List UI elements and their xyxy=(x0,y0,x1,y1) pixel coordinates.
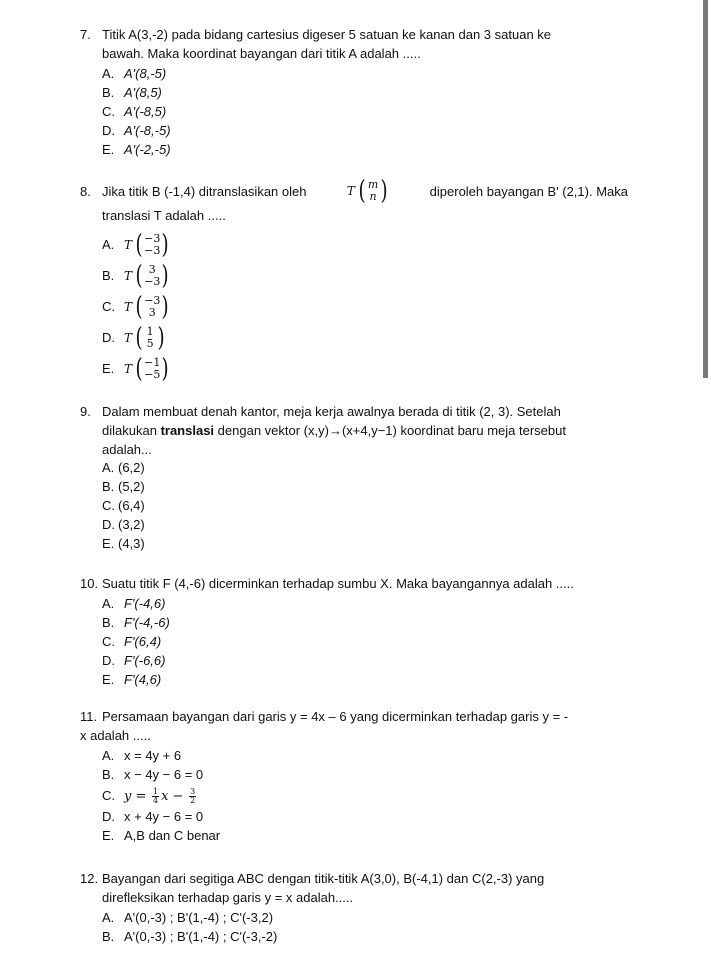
bold-term: translasi xyxy=(160,423,215,438)
option-b xyxy=(80,260,628,291)
vector-option xyxy=(124,322,166,353)
vector-cells xyxy=(144,264,160,288)
vector-top: m xyxy=(367,178,379,191)
left-paren: ( xyxy=(358,176,366,206)
option-text: (6,2) xyxy=(118,460,145,475)
option-letter: A. xyxy=(102,748,115,763)
option-letter: A. xyxy=(102,66,115,81)
question-number: 11. xyxy=(80,709,98,724)
option-a xyxy=(80,908,628,927)
option-a xyxy=(80,229,628,260)
vector-symbol: T xyxy=(124,268,133,283)
vector-cells xyxy=(144,357,160,381)
option-a xyxy=(80,746,628,765)
option-letter: E. xyxy=(102,536,115,551)
option-c xyxy=(80,632,628,651)
option-letter: C. xyxy=(102,299,115,314)
left-paren: ( xyxy=(135,229,143,260)
fraction-numerator: 3 xyxy=(190,787,196,797)
question-12-line-1: Bayangan dari segitiga ABC dengan titik-titik A(3,0), B(-4,1) dan C(2,-3) yang xyxy=(102,871,545,886)
vector-symbol: T xyxy=(124,237,133,252)
option-text: F'(-4,-6) xyxy=(124,615,170,630)
text-part: dilakukan xyxy=(102,423,157,438)
option-letter: D. xyxy=(102,809,115,824)
question-12 xyxy=(80,869,628,946)
option-letter: B. xyxy=(102,615,115,630)
fraction-three-halves xyxy=(189,788,196,805)
equation-lhs: y = xyxy=(124,789,147,804)
option-letter: D. xyxy=(102,123,115,138)
vector-bottom: 3 xyxy=(148,305,156,319)
option-letter: C. xyxy=(102,104,115,119)
question-12-line-2: direfleksikan terhadap garis y = x adalah..... xyxy=(102,890,354,905)
option-text: A'(0,-3) ; B'(1,-4) ; C'(-3,2) xyxy=(124,910,274,925)
option-letter: B. xyxy=(102,85,115,100)
option-text: F'(-4,6) xyxy=(124,596,166,611)
option-c xyxy=(80,784,628,807)
option-e xyxy=(80,670,628,689)
option-d xyxy=(80,515,628,534)
vector-option xyxy=(124,291,171,322)
option-text: (6,4) xyxy=(118,498,145,513)
question-11-line-2: x adalah ..... xyxy=(80,728,151,743)
option-letter: C. xyxy=(102,788,115,803)
option-d xyxy=(80,121,628,140)
option-e xyxy=(80,140,628,159)
vector-cells xyxy=(144,295,160,319)
option-c xyxy=(80,291,628,322)
option-text: (4,3) xyxy=(118,536,145,551)
vector-top: 1 xyxy=(146,324,154,338)
option-letter: A. xyxy=(102,596,115,611)
option-letter: A. xyxy=(102,910,115,925)
left-paren: ( xyxy=(135,322,143,353)
option-d xyxy=(80,322,628,353)
option-text: x − 4y − 6 = 0 xyxy=(124,767,204,782)
question-8-text xyxy=(80,176,628,225)
right-paren: ) xyxy=(161,353,170,384)
vector-cells xyxy=(367,179,379,203)
option-letter: C. xyxy=(102,498,115,513)
vector-cells xyxy=(144,233,160,257)
question-10-line-1: Suatu titik F (4,-6) dicerminkan terhadap sumbu X. Maka bayangannya adalah ..... xyxy=(102,576,574,591)
option-text: A'(-2,-5) xyxy=(124,142,171,157)
option-a xyxy=(80,64,628,83)
option-letter: E. xyxy=(102,361,115,376)
question-number: 12. xyxy=(80,871,99,886)
vertical-scrollbar[interactable] xyxy=(703,0,708,378)
option-e xyxy=(80,353,628,384)
text-part: dengan vektor (x,y)→(x+4,y−1) koordinat baru meja tersebut xyxy=(217,423,566,438)
option-letter: B. xyxy=(102,929,115,944)
option-text: F'(6,4) xyxy=(124,634,162,649)
vector-symbol: T xyxy=(124,361,133,376)
option-a xyxy=(80,458,628,477)
question-9-options xyxy=(80,458,628,553)
question-10 xyxy=(80,574,628,689)
option-b xyxy=(80,927,628,946)
question-9-line-3: adalah... xyxy=(102,442,152,457)
question-9-line-1: Dalam membuat denah kantor, meja kerja awalnya berada di titik (2, 3). Setelah xyxy=(102,404,561,419)
right-paren: ) xyxy=(161,291,170,322)
right-paren: ) xyxy=(380,176,388,206)
equation-mid: x − xyxy=(161,789,184,804)
vector-symbol: T xyxy=(124,299,133,314)
question-number: 9. xyxy=(80,404,91,419)
option-text: (3,2) xyxy=(118,517,145,532)
question-11 xyxy=(80,707,628,845)
option-d xyxy=(80,807,628,826)
option-c xyxy=(80,102,628,121)
question-11-text xyxy=(80,707,628,745)
fraction-denominator: 2 xyxy=(190,796,196,806)
right-paren: ) xyxy=(157,322,165,353)
option-letter: D. xyxy=(102,517,115,532)
option-text: A'(-8,5) xyxy=(124,104,167,119)
vector-symbol: T xyxy=(124,330,133,345)
question-number: 8. xyxy=(80,183,91,199)
question-11-options xyxy=(80,746,628,845)
vector-bottom: −5 xyxy=(144,367,161,381)
vector-top: −3 xyxy=(144,293,161,307)
option-text: x = 4y + 6 xyxy=(124,748,182,763)
question-10-options xyxy=(80,594,628,689)
option-letter: E. xyxy=(102,672,115,687)
option-e xyxy=(80,534,628,553)
option-letter: E. xyxy=(102,828,115,843)
question-12-options xyxy=(80,908,628,946)
question-9 xyxy=(80,402,628,553)
question-8-options xyxy=(80,229,628,384)
question-8-line-1b: diperoleh bayangan B' (2,1). Maka xyxy=(429,183,628,199)
question-9-line-2 xyxy=(80,421,628,440)
question-11-line-1: Persamaan bayangan dari garis y = 4x – 6 yang dicerminkan terhadap garis y = - xyxy=(102,709,569,724)
option-b xyxy=(80,83,628,102)
vector-top: 3 xyxy=(148,262,156,276)
vector-bottom: −3 xyxy=(144,274,161,288)
question-12-text xyxy=(80,869,628,907)
option-b xyxy=(80,765,628,784)
question-8-line-2: translasi T adalah ..... xyxy=(102,208,226,223)
option-text: A'(8,-5) xyxy=(124,66,167,81)
fraction-denominator: 4 xyxy=(153,796,159,806)
option-text: (5,2) xyxy=(118,479,145,494)
option-b xyxy=(80,477,628,496)
option-d xyxy=(80,651,628,670)
question-number: 10. xyxy=(80,576,99,591)
question-7 xyxy=(80,25,628,159)
option-text: F'(-6,6) xyxy=(124,653,166,668)
question-7-options xyxy=(80,64,628,159)
question-number: 7. xyxy=(80,27,91,42)
question-10-text xyxy=(80,574,628,593)
option-letter: B. xyxy=(102,479,115,494)
option-letter: A. xyxy=(102,460,115,475)
vector-bottom: −3 xyxy=(144,243,161,257)
option-text: A,B dan C benar xyxy=(124,828,221,843)
translation-vector-mn xyxy=(347,178,389,204)
vector-symbol: T xyxy=(346,183,355,198)
vector-bottom: n xyxy=(369,190,377,203)
option-b xyxy=(80,613,628,632)
option-c xyxy=(80,496,628,515)
option-letter: B. xyxy=(102,268,115,283)
option-letter: D. xyxy=(102,330,115,345)
vector-option xyxy=(124,229,171,260)
right-paren: ) xyxy=(161,229,170,260)
fraction-one-quarter xyxy=(152,788,159,805)
question-8 xyxy=(80,176,628,384)
question-7-line-2: bawah. Maka koordinat bayangan dari titik A adalah ..... xyxy=(102,46,421,61)
question-7-text xyxy=(80,25,628,63)
option-letter: C. xyxy=(102,634,115,649)
question-8-line-1a: Jika titik B (-1,4) ditranslasikan oleh xyxy=(102,183,307,199)
option-text: x + 4y − 6 = 0 xyxy=(124,809,204,824)
option-letter: B. xyxy=(102,767,115,782)
option-letter: E. xyxy=(102,142,115,157)
left-paren: ( xyxy=(135,260,143,291)
vector-top: −1 xyxy=(144,355,161,369)
option-letter: D. xyxy=(102,653,115,668)
option-text: F'(4,6) xyxy=(124,672,162,687)
option-letter: A. xyxy=(102,237,115,252)
option-text: A'(0,-3) ; B'(1,-4) ; C'(-3,-2) xyxy=(124,929,278,944)
option-e xyxy=(80,826,628,845)
left-paren: ( xyxy=(135,291,143,322)
right-paren: ) xyxy=(161,260,170,291)
vector-option xyxy=(124,260,171,291)
left-paren: ( xyxy=(135,353,143,384)
question-9-text xyxy=(80,402,628,459)
fraction-numerator: 1 xyxy=(153,787,159,797)
vector-cells xyxy=(144,326,156,350)
option-a xyxy=(80,594,628,613)
option-text: A'(-8,-5) xyxy=(124,123,171,138)
vector-option xyxy=(124,353,171,384)
vector-bottom: 5 xyxy=(146,336,154,350)
vector-top: −3 xyxy=(144,231,161,245)
option-text: A'(8,5) xyxy=(124,85,162,100)
question-7-line-1: Titik A(3,-2) pada bidang cartesius digeser 5 satuan ke kanan dan 3 satuan ke xyxy=(102,27,552,42)
